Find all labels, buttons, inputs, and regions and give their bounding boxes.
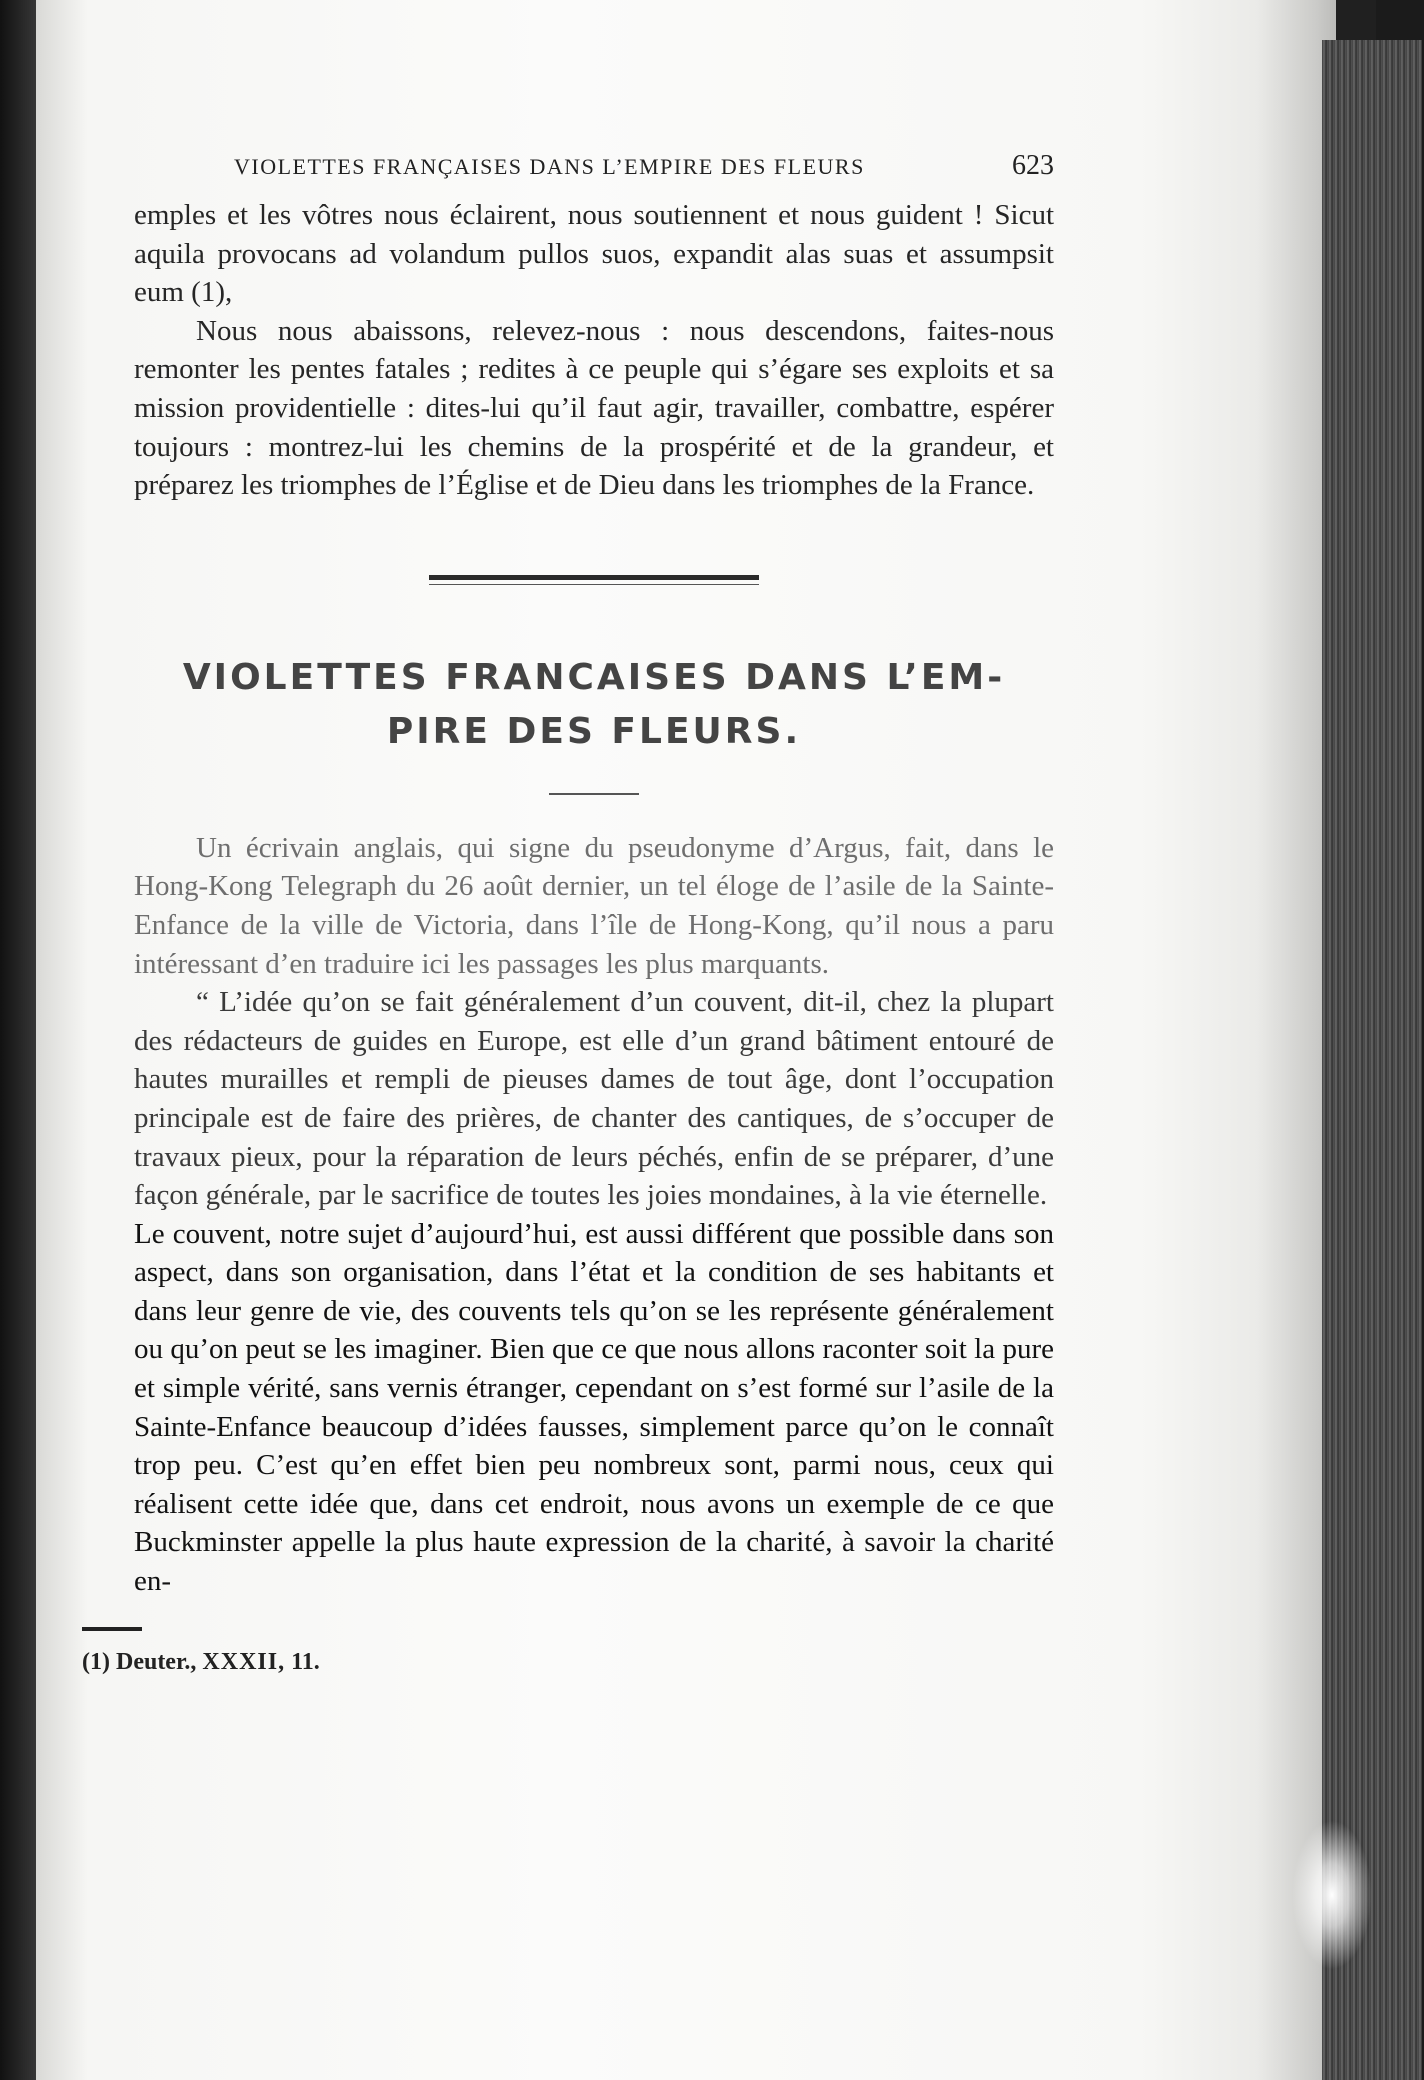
article-title-line: VIOLETTES FRANCAISES DANS L’EM- [182, 656, 1006, 698]
page-content [82, 150, 1054, 1676]
footnote [82, 1649, 1054, 1676]
footnote-ref: Deuter., [115, 1648, 197, 1675]
article-title-line: PIRE DES FLEURS. [386, 710, 802, 752]
running-head-title: VIOLETTES FRANÇAISES DANS L’EMPIRE DES FLEURS [234, 154, 865, 179]
title-rule [549, 793, 639, 795]
section-divider [429, 575, 759, 585]
footnote-marker: (1) [82, 1648, 110, 1675]
page-edges [1322, 40, 1422, 2080]
footnote-rule [82, 1627, 142, 1631]
footnote-verse: 11. [291, 1648, 320, 1675]
running-head [234, 150, 1054, 182]
paragraph: Le couvent, notre sujet d’aujourd’hui, est aussi différent que possible dans son aspect, dans son organisation, dans l’état et la condition de ses habitants et dans leur genre de vie, des couvents tels qu’on se les représente généralement ou qu’on peut se les imaginer. Bien que ce que nous allons raconter soit la pure et simple vérité, sans vernis étranger, cependant on s’est formé sur l’asile de la Sainte-Enfance beaucoup d’idées fausses, simplement parce qu’on le connaît trop peu. C’est qu’en effet bien peu nombreux sont, parmi nous, ceux qui réalisent cette idée que, dans cet endroit, nous avons un exemple de ce que Buckminster appelle la plus haute expression de la charité, à savoir la charité en- [134, 1217, 1054, 1598]
page-number: 623 [1012, 150, 1054, 181]
previous-article-ending [134, 196, 1054, 505]
paragraph: “ L’idée qu’on se fait généralement d’un couvent, dit-il, chez la plupart des rédacteurs de guides en Europe, est elle d’un grand bâtiment entouré de hautes murailles et rempli de pieuses dames de tout âge, dont l’occupation principale est de faire des prières, de chanter des cantiques, de s’occuper de travaux pieux, pour la réparation de leurs péchés, enfin de se préparer, d’une façon générale, par le sacrifice de toutes les joies mondaines, à la vie éternelle. [134, 986, 1054, 1212]
paragraph: emples et les vôtres nous éclairent, nous soutiennent et nous guident ! Sicut aquila provocans ad volandum pullos suos, expandit alas suas et assumpsit eum (1), [134, 199, 1054, 309]
light-glare [1292, 1820, 1372, 1970]
article-body [134, 829, 1054, 1601]
footnote-chapter: XXXII, [202, 1648, 286, 1675]
article-title [134, 651, 1054, 759]
paragraph: Un écrivain anglais, qui signe du pseudonyme d’Argus, fait, dans le Hong-Kong Telegraph du 26 août dernier, un tel éloge de l’asile de la Sainte-Enfance de la ville de Victoria, dans l’île de Hong-Kong, qu’il nous a paru intéressant d’en traduire ici les passages les plus marquants. [134, 831, 1054, 980]
paragraph: Nous nous abaissons, relevez-nous : nous descendons, faites-nous remonter les pentes fatales ; redites à ce peuple qui s’égare ses exploits et sa mission providentielle : dites-lui qu’il faut agir, travailler, combattre, espérer toujours : montrez-lui les chemins de la prospérité et de la grandeur, et préparez les triomphes de l’Église et de Dieu dans les triomphes de la France. [134, 314, 1054, 502]
book-gutter-shadow [0, 0, 40, 2080]
